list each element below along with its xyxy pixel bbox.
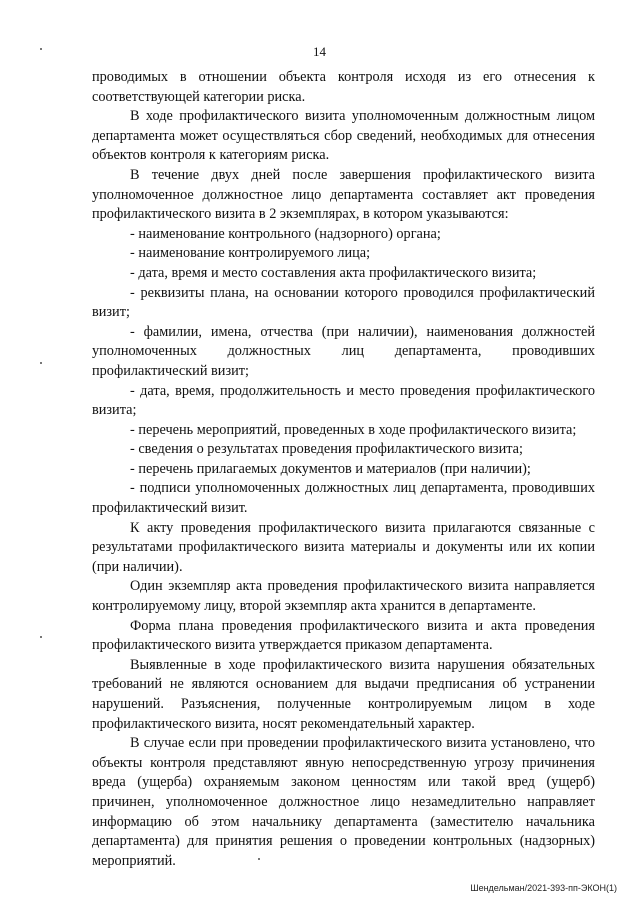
list-item: - дата, время, продолжительность и место проведения профилактического визита; (92, 382, 595, 419)
paragraph: К акту проведения профилактического визита прилагаются связанные с результатами профилактического визита материалы и документы или их копии (при наличии). (92, 519, 595, 575)
list-item: - дата, время и место составления акта профилактического визита; (130, 264, 537, 281)
list-item: - реквизиты плана, на основании которого проводился профилактический визит; (92, 284, 595, 321)
document-code: Шендельман/2021-393-пп-ЭКОН(1) (470, 883, 617, 893)
scan-speck (40, 48, 42, 50)
list-item: - наименование контрольного (надзорного) органа; (130, 225, 441, 242)
paragraph: В течение двух дней после завершения профилактического визита уполномоченное должностное лицо департамента составляет акт проведения профилактического визита в 2 экземплярах, в котором указываются: (92, 166, 595, 223)
paragraph: Один экземпляр акта проведения профилактического визита направляется контролируемому лицу, второй экземпляр акта хранится в департаменте. (92, 578, 595, 615)
paragraph: Форма плана проведения профилактического визита и акта проведения профилактического визита утверждается приказом департамента. (92, 617, 595, 654)
paragraph: В случае если при проведении профилактического визита установлено, что объекты контроля представляют явную непосредственную угрозу причинения вреда (ущерба) охраняемым законом ценностям или такой вред (ущерб) причинен, уполномоченное должностное лицо незамедлительно направляет информацию об этом начальнику департамента (заместителю начальника департамента) для принятия решения о проведении контрольных (надзорных) мероприятий. (92, 735, 595, 869)
list-item: - перечень мероприятий, проведенных в ходе профилактического визита; (130, 421, 577, 438)
scan-speck (40, 636, 42, 638)
paragraph: проводимых в отношении объекта контроля исходя из его отнесения к соответствующей категории риска. (92, 69, 595, 105)
page-number: 14 (313, 44, 326, 59)
document-body (92, 68, 595, 871)
paragraph: В ходе профилактического визита уполномоченным должностным лицом департамента может осуществляться сбор сведений, необходимых для отнесения объектов контроля к категориям риска. (92, 108, 595, 164)
scan-speck (258, 858, 260, 860)
list-item: - перечень прилагаемых документов и материалов (при наличии); (130, 460, 531, 477)
list-item: - наименование контролируемого лица; (130, 245, 371, 262)
scan-speck (40, 362, 42, 364)
list-item: - фамилии, имена, отчества (при наличии), наименования должностей уполномоченных должностных лиц департамента, проводивших профилактический визит; (92, 323, 595, 379)
list-item: - сведения о результатах проведения профилактического визита; (130, 441, 523, 458)
paragraph: Выявленные в ходе профилактического визита нарушения обязательных требований не являются основанием для выдачи предписания об устранении нарушений. Разъяснения, полученные контролируемым лицом в ходе профилактического визита, носят рекомендательный характер. (92, 656, 595, 732)
list-item: - подписи уполномоченных должностных лиц департамента, проводивших профилактический визит. (92, 480, 595, 517)
